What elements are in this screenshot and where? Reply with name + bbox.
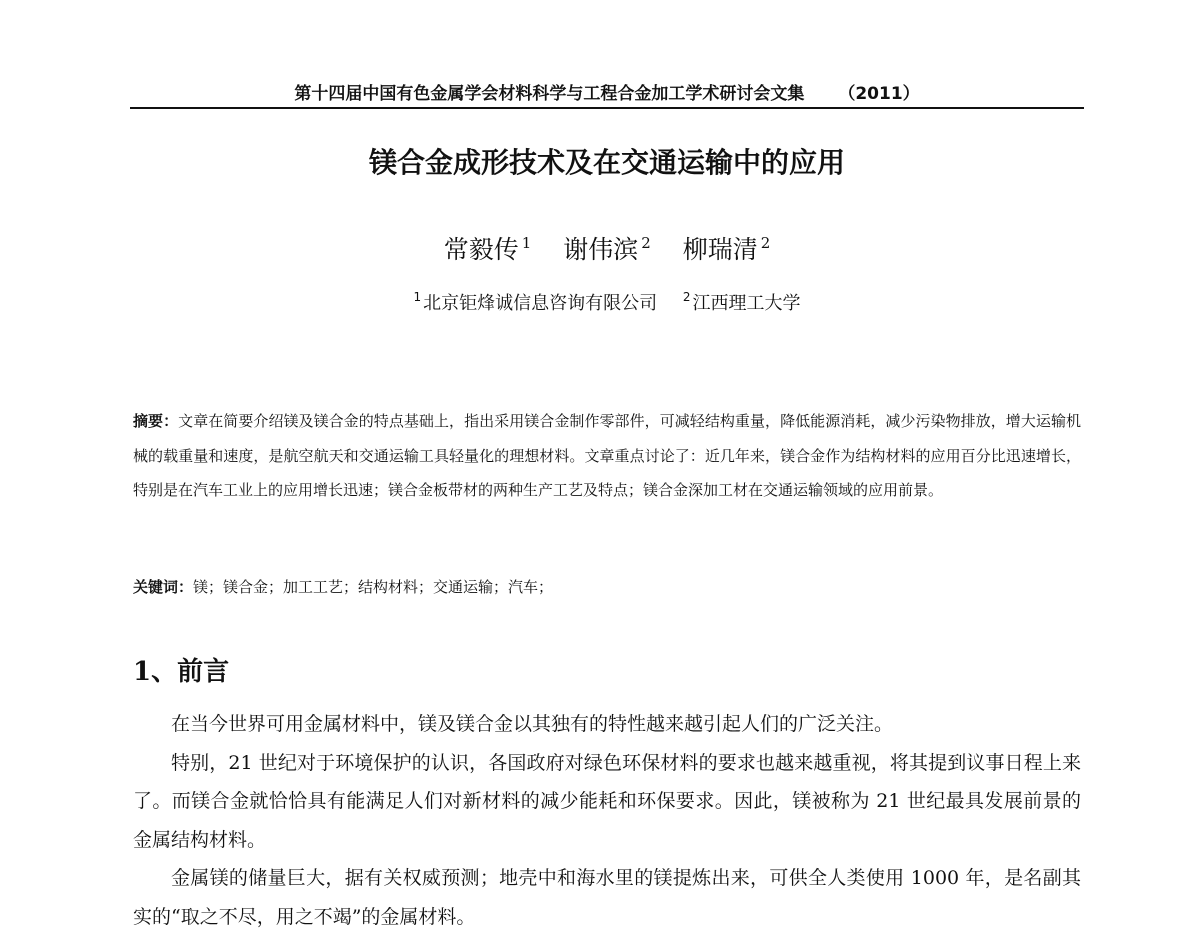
header-rule bbox=[130, 107, 1084, 109]
proceedings-title: 第十四届中国有色金属学会材料科学与工程合金加工学术研讨会文集 bbox=[294, 84, 805, 104]
abstract-label: 摘要： bbox=[133, 412, 179, 430]
abstract-text: 文章在简要介绍镁及镁合金的特点基础上，指出采用镁合金制作零部件，可减轻结构重量，降低能源消耗，减少污染物排放，增大运输机械的载重量和速度，是航空航天和交通运输工具轻量化的理想材料。文章重点讨论了：近几年来，镁合金作为结构材料的应用百分比迅速增长，特别是在汽车工业上的应用增长迅速；镁合金板带材的两种生产工艺及特点；镁合金深加工材在交通运输领域的应用前景。 bbox=[133, 412, 1081, 499]
section-body bbox=[133, 705, 1081, 936]
running-header bbox=[130, 82, 1084, 106]
affiliation-name: 北京钜烽诚信息咨询有限公司 bbox=[423, 293, 658, 314]
author bbox=[563, 232, 651, 268]
author-affiliation-mark: 2 bbox=[641, 234, 651, 252]
paragraph: 在当今世界可用金属材料中，镁及镁合金以其独有的特性越来越引起人们的广泛关注。 bbox=[171, 713, 894, 735]
paragraph: 金属镁的储量巨大，据有关权威预测；地壳中和海水里的镁提炼出来，可供全人类使用 1000 年，是名副其实的“取之不尽，用之不竭”的金属材料。 bbox=[133, 867, 1081, 928]
author bbox=[444, 232, 532, 268]
section-heading: 1、前言 bbox=[133, 657, 230, 687]
author-list bbox=[130, 232, 1084, 268]
keywords-label: 关键词： bbox=[133, 578, 194, 596]
affiliation-name: 江西理工大学 bbox=[692, 293, 801, 314]
author-name: 谢伟滨 bbox=[563, 235, 639, 264]
affiliation-mark: 1 bbox=[413, 290, 422, 304]
affiliation-mark: 2 bbox=[682, 290, 691, 304]
keywords-text: 镁；镁合金；加工工艺；结构材料；交通运输；汽车； bbox=[193, 578, 554, 596]
affiliation bbox=[683, 290, 801, 318]
affiliation bbox=[413, 290, 657, 318]
author bbox=[683, 232, 771, 268]
proceedings-year: （2011） bbox=[838, 84, 920, 104]
abstract bbox=[133, 404, 1081, 508]
paragraph: 特别，21 世纪对于环境保护的认识，各国政府对绿色环保材料的要求也越来越重视，将其提到议事日程上来了。而镁合金就恰恰具有能满足人们对新材料的减少能耗和环保要求。因此，镁被称为 21 世纪最具发展前景的金属结构材料。 bbox=[133, 751, 1081, 851]
affiliation-list bbox=[130, 290, 1084, 318]
author-name: 常毅传 bbox=[443, 235, 519, 264]
author-affiliation-mark: 2 bbox=[760, 234, 771, 252]
author-name: 柳瑞清 bbox=[682, 235, 758, 264]
author-affiliation-mark: 1 bbox=[521, 234, 532, 252]
paper-title: 镁合金成形技术及在交通运输中的应用 bbox=[368, 146, 845, 179]
keywords bbox=[133, 572, 1081, 602]
